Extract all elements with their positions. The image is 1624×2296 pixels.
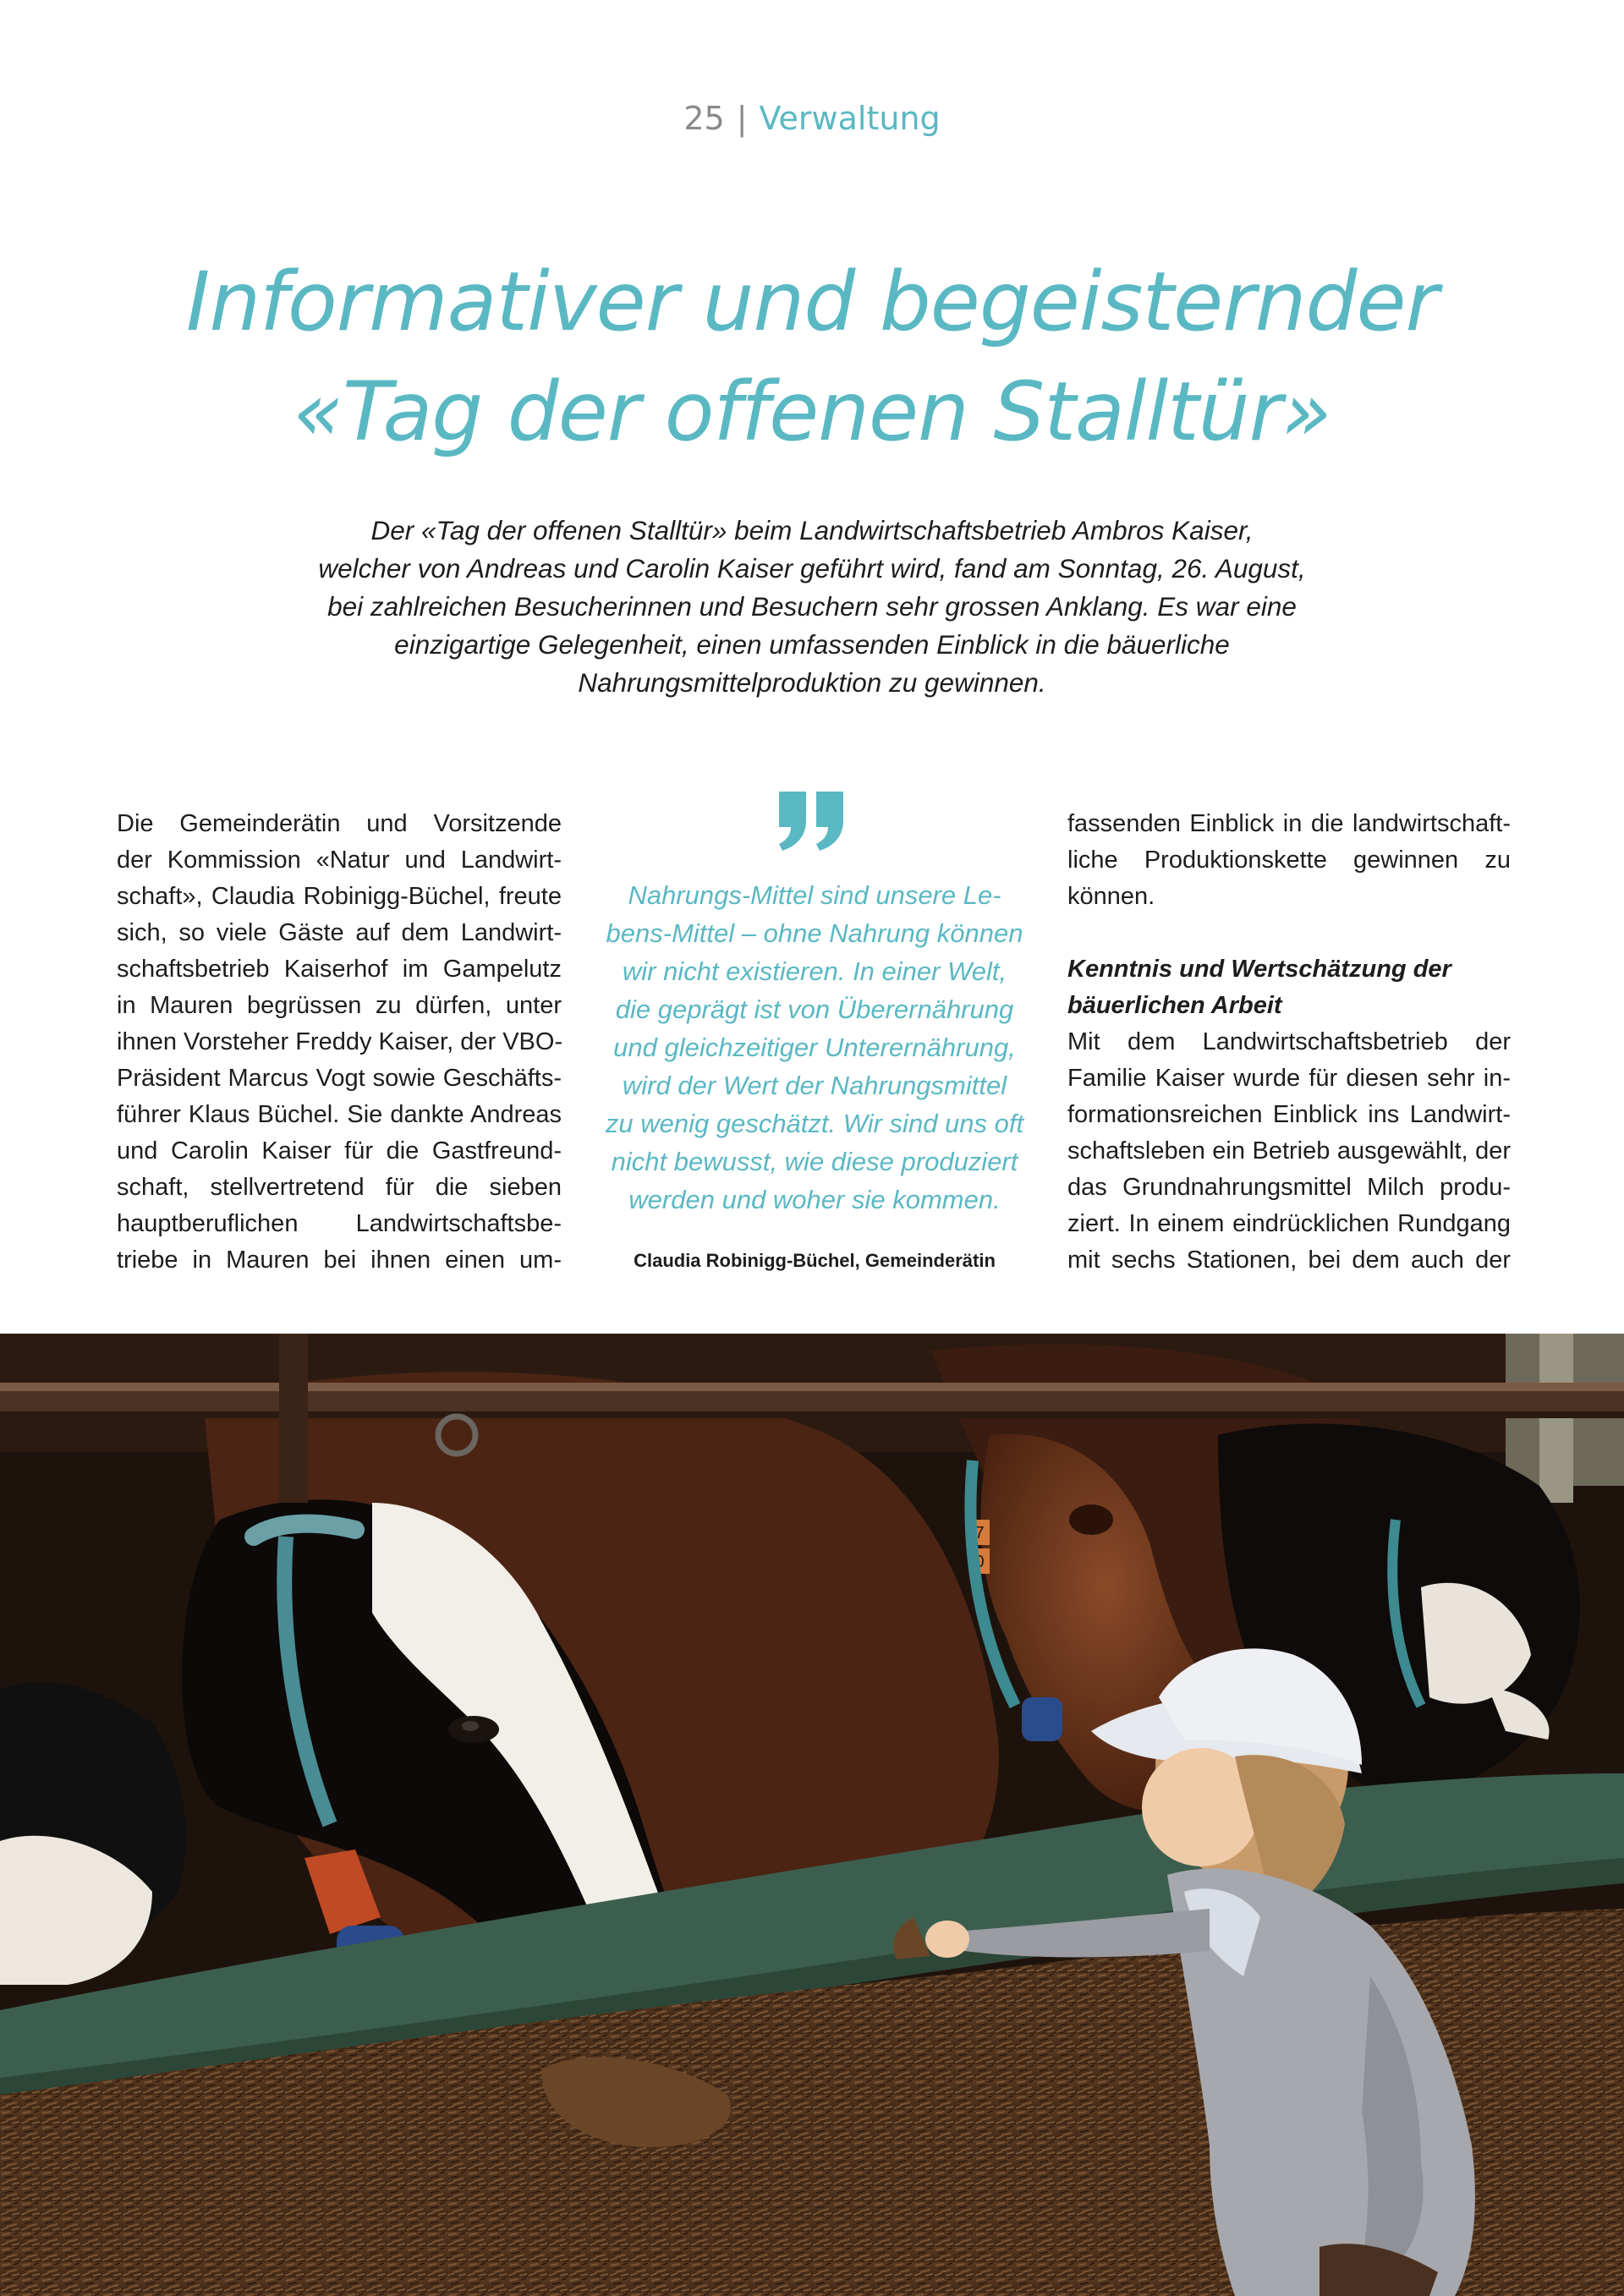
page-header bbox=[0, 98, 1624, 139]
body-line: fassenden Einblick in die landwirtschaft- bbox=[1067, 810, 1511, 837]
body-line: Mit dem Landwirtschaftsbetrieb der bbox=[1067, 1028, 1511, 1055]
lead-paragraph bbox=[254, 512, 1370, 702]
body-line: schaftsleben ein Betrieb ausgewählt, der bbox=[1067, 1137, 1511, 1164]
pull-quote-line: nicht bewusst, wie diese produziert bbox=[611, 1147, 1018, 1176]
lead-line: bei zahlreichen Besucherinnen und Besuchern sehr grossen Anklang. Es war eine bbox=[327, 591, 1297, 622]
body-line: mit sechs Stationen, bei dem auch der bbox=[1067, 1247, 1511, 1274]
header-separator: | bbox=[736, 100, 748, 137]
section-name: Verwaltung bbox=[759, 100, 941, 137]
title-line-2: «Tag der offenen Stalltür» bbox=[293, 364, 1331, 459]
body-line: können. bbox=[1067, 883, 1155, 910]
pull-quote-line: zu wenig geschätzt. Wir sind uns oft bbox=[605, 1109, 1024, 1138]
body-line: der Kommission «Natur und Landwirt- bbox=[117, 847, 562, 874]
body-line: Präsident Marcus Vogt sowie Geschäfts- bbox=[117, 1065, 562, 1092]
pull-quote-line: die geprägt ist von Überernährung bbox=[615, 995, 1014, 1024]
body-line: Familie Kaiser wurde für diesen sehr in- bbox=[1067, 1065, 1511, 1092]
paragraph-spacer bbox=[1067, 915, 1511, 951]
quote-attribution: Claudia Robinigg-Büchel, Gemeinderätin bbox=[634, 1250, 996, 1271]
body-line: liche Produktionskette gewinnen zu bbox=[1067, 847, 1511, 874]
body-line: formationsreichen Einblick ins Landwirt- bbox=[1067, 1101, 1511, 1128]
cows-feeding-photo bbox=[0, 1334, 1624, 2296]
pull-quote-line: wir nicht existieren. In einer Welt, bbox=[622, 956, 1007, 986]
title-line-1: Informativer und begeisternder bbox=[186, 255, 1438, 349]
ear-tag-number: 0 bbox=[974, 1553, 985, 1571]
lead-line: einzigartige Gelegenheit, einen umfassenden Einblick in die bäuerliche bbox=[394, 629, 1230, 660]
subheading: Kenntnis und Wertschätzung der bbox=[1067, 956, 1451, 983]
body-line: schaft, stellvertretend für die sieben bbox=[117, 1174, 562, 1201]
body-line: ziert. In einem eindrücklichen Rundgang bbox=[1067, 1210, 1511, 1237]
pull-quote-line: und gleichzeitiger Unterernährung, bbox=[613, 1033, 1016, 1062]
body-line: führer Klaus Büchel. Sie dankte Andreas bbox=[117, 1101, 562, 1128]
body-line: und Carolin Kaiser für die Gastfreund- bbox=[117, 1137, 562, 1164]
body-line: triebe in Mauren bei ihnen einen um- bbox=[117, 1247, 562, 1274]
body-line: schaftsbetrieb Kaiserhof im Gampelutz bbox=[117, 956, 562, 983]
body-column-left bbox=[117, 806, 562, 1279]
page-number: 25 bbox=[683, 100, 725, 137]
body-line: sich, so viele Gäste auf dem Landwirt- bbox=[117, 919, 562, 946]
body-column-right bbox=[1067, 806, 1511, 1279]
pull-quote-line: werden und woher sie kommen. bbox=[628, 1185, 1001, 1214]
pull-quote bbox=[586, 876, 1043, 1219]
quotation-mark-icon bbox=[774, 786, 850, 854]
article-title bbox=[0, 247, 1624, 467]
body-line: schaft», Claudia Robinigg-Büchel, freute bbox=[117, 883, 562, 910]
pull-quote-line: wird der Wert der Nahrungsmittel bbox=[622, 1071, 1007, 1100]
body-line: in Mauren begrüssen zu dürfen, unter bbox=[117, 992, 562, 1019]
pull-quote-line: Nahrungs-Mittel sind unsere Le- bbox=[628, 880, 1001, 910]
ear-tag-number: 7 bbox=[974, 1524, 985, 1543]
lead-line: Der «Tag der offenen Stalltür» beim Landwirtschaftsbetrieb Ambros Kaiser, bbox=[370, 515, 1254, 545]
body-line: ihnen Vorsteher Freddy Kaiser, der VBO- bbox=[117, 1028, 563, 1055]
lead-line: welcher von Andreas und Carolin Kaiser geführt wird, fand am Sonntag, 26. August, bbox=[318, 553, 1306, 584]
pull-quote-line: bens-Mittel – ohne Nahrung können bbox=[606, 918, 1023, 948]
body-line: das Grundnahrungsmittel Milch produ- bbox=[1067, 1174, 1511, 1201]
body-line: Die Gemeinderätin und Vorsitzende bbox=[117, 810, 562, 837]
subheading: bäuerlichen Arbeit bbox=[1067, 992, 1282, 1019]
lead-line: Nahrungsmittelproduktion zu gewinnen. bbox=[578, 667, 1046, 698]
article-photo bbox=[0, 1334, 1624, 2296]
body-line: hauptberuflichen Landwirtschaftsbe- bbox=[117, 1210, 562, 1237]
